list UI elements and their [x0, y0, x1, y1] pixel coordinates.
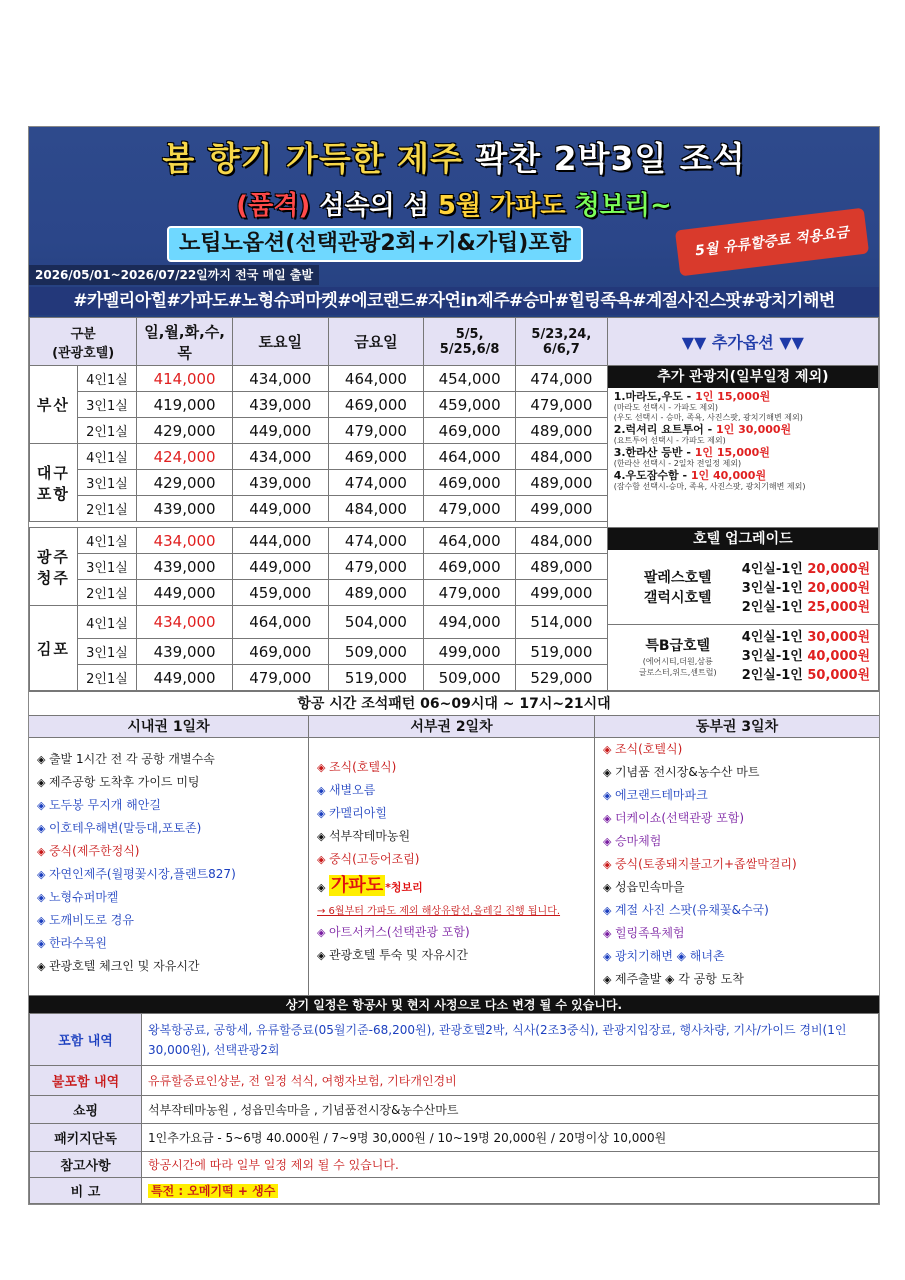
list-item: ◈ 성읍민속마을 — [603, 876, 871, 899]
room-type: 2인1실 — [77, 580, 137, 606]
room-type: 3인1실 — [77, 392, 137, 418]
price-cell: 489,000 — [515, 470, 607, 496]
hotel-price-line — [742, 579, 870, 598]
price-table — [29, 317, 879, 691]
option-item — [614, 446, 872, 459]
gapado-highlight: 가파도 — [330, 875, 384, 896]
price-cell: 479,000 — [424, 580, 516, 606]
hotel-price-value: 30,000원 — [807, 630, 871, 645]
price-cell: 499,000 — [424, 639, 516, 665]
tour-flyer — [28, 126, 880, 1205]
price-cell: 474,000 — [515, 366, 607, 392]
list-item: ◈ 관광호텔 체크인 및 자유시간 — [37, 955, 300, 978]
options-header: ▼▼ 추가옵션 ▼▼ — [607, 318, 878, 366]
hotel-names-1 — [614, 568, 742, 608]
region-name-1: 대구 — [36, 463, 70, 482]
option-item — [614, 390, 872, 403]
price-cell: 454,000 — [424, 366, 516, 392]
list-item: ◈ 카멜리아힐 — [317, 802, 586, 825]
price-cell: 464,000 — [424, 528, 516, 554]
header-holiday-1b: 5/25,6/8 — [439, 341, 500, 357]
hotel-upgrade-title: 호텔 업그레이드 — [608, 528, 878, 550]
flight-time-bar: 항공 시간 조석패턴 06~09시대 ~ 17시~21시대 — [29, 691, 879, 715]
day3-title: 동부권 3일차 — [595, 716, 879, 738]
region-name-2: 포항 — [36, 484, 70, 503]
table-row — [30, 1066, 879, 1096]
day2-column — [309, 716, 595, 995]
banner-subtitle — [29, 185, 879, 222]
room-type: 2인1실 — [77, 418, 137, 444]
price-cell: 484,000 — [515, 528, 607, 554]
extra-tours-title: 추가 관광지(일부일정 제외) — [608, 366, 878, 388]
option-price: 1인 15,000원 — [695, 390, 771, 403]
price-cell: 429,000 — [137, 470, 233, 496]
price-cell: 469,000 — [424, 554, 516, 580]
info-value: 1인추가요금 - 5~6명 40.000원 / 7~9명 30,000원 / 10~19명 20,000원 / 20명이상 10,000원 — [142, 1124, 879, 1152]
hotel-price-label: 3인실-1인 — [741, 649, 808, 664]
price-cell: 449,000 — [137, 580, 233, 606]
option-note: (우도 선택시 - 승마, 족욕, 사진스팟, 광치기해변 제외) — [613, 413, 803, 422]
region-daegu — [30, 444, 78, 522]
gapado-item — [317, 871, 586, 903]
price-cell: 504,000 — [328, 606, 424, 639]
list-item: ◈ 관광호텔 투숙 및 자유시간 — [317, 944, 586, 967]
price-cell: 519,000 — [515, 639, 607, 665]
list-item: ◈ 새별오름 — [317, 779, 586, 802]
hotel-price-line — [742, 628, 870, 647]
no-tip-tag: 노팁노옵션(선택관광2회+기&가팁)포함 — [167, 226, 583, 262]
price-cell: 479,000 — [328, 418, 424, 444]
list-item: ◈ 더케이쇼(선택관광 포함) — [603, 807, 871, 830]
list-item: ◈ 아트서커스(선택관광 포함) — [317, 921, 586, 944]
extra-tours-panel — [607, 366, 878, 528]
list-item: ◈ 제주출발 ◈ 각 공항 도착 — [603, 968, 871, 991]
day2-items — [309, 738, 594, 971]
price-cell: 419,000 — [137, 392, 233, 418]
table-row — [30, 1152, 879, 1178]
price-cell: 449,000 — [232, 418, 328, 444]
price-cell: 469,000 — [328, 392, 424, 418]
list-item: ◈ 힐링족욕체험 — [603, 922, 871, 945]
info-value: 왕복항공료, 공항세, 유류할증료(05월기준-68,200원), 관광호텔2박, 식사(2조3중식), 관광지입장료, 행사차량, 기사/가이드 경비(1인 30,000원), 선택관광2회 — [142, 1014, 879, 1066]
header-gubun — [30, 318, 137, 366]
list-item: ◈ 도깨비도로 경유 — [37, 909, 300, 932]
hotel-note: 글로스터,위드,센트럴) — [638, 667, 717, 677]
list-item: ◈ 출발 1시간 전 각 공항 개별수속 — [37, 748, 300, 771]
list-item: ◈ 조식(호텔식) — [317, 756, 586, 779]
price-cell: 479,000 — [424, 496, 516, 522]
header-friday: 금요일 — [328, 318, 424, 366]
hotel-price-value: 20,000원 — [807, 561, 871, 577]
option-note: (요트투어 선택시 - 가파도 제외) — [613, 436, 726, 445]
header-gubun-label: 구분 — [70, 326, 96, 342]
price-header-row — [30, 318, 879, 366]
room-type: 3인1실 — [77, 554, 137, 580]
price-cell: 429,000 — [137, 418, 233, 444]
price-cell: 459,000 — [232, 580, 328, 606]
room-type: 4인1실 — [77, 606, 137, 639]
price-cell: 479,000 — [328, 554, 424, 580]
price-cell: 439,000 — [232, 470, 328, 496]
info-key: 비 고 — [30, 1178, 142, 1204]
option-note: (한라산 선택시 - 2일차 전일정 제외) — [613, 459, 742, 468]
option-title: 2.럭셔리 요트투어 - — [613, 423, 716, 436]
list-item: ◈ 조식(호텔식) — [603, 738, 871, 761]
room-type: 4인1실 — [77, 444, 137, 470]
price-cell: 489,000 — [515, 554, 607, 580]
itinerary — [29, 715, 879, 995]
title-part-2: 꽉찬 2박3일 조석 — [475, 139, 746, 178]
price-cell: 464,000 — [424, 444, 516, 470]
price-cell: 464,000 — [328, 366, 424, 392]
info-key: 쇼핑 — [30, 1096, 142, 1124]
banner-title — [29, 133, 879, 180]
day1-column — [29, 716, 309, 995]
price-cell: 499,000 — [515, 580, 607, 606]
price-cell: 469,000 — [424, 418, 516, 444]
price-cell: 474,000 — [328, 528, 424, 554]
option-item — [614, 423, 872, 436]
price-cell: 479,000 — [515, 392, 607, 418]
list-item: ◈ 에코랜드테마파크 — [603, 784, 871, 807]
hotel-group-2 — [608, 624, 878, 688]
hotel-name: 특B급호텔 — [645, 637, 711, 654]
hotel-name: 갤럭시호텔 — [643, 590, 712, 606]
header-saturday: 토요일 — [232, 318, 328, 366]
surcharge-stamp: 5월 유류할증료 적용요금 — [675, 208, 869, 277]
hashtags: #카멜리아힐#가파도#노형슈퍼마켓#에코랜드#자연in제주#승마#힐링족욕#계절사진스팟#광치기해변 — [29, 287, 879, 315]
price-cell: 489,000 — [515, 418, 607, 444]
info-table — [29, 1013, 879, 1204]
option-price: 1인 40,000원 — [690, 469, 767, 482]
info-key: 포함 내역 — [30, 1014, 142, 1066]
price-cell: 434,000 — [232, 366, 328, 392]
info-value-cell — [142, 1178, 879, 1204]
hotel-price-label: 2인실-1인 — [741, 599, 808, 615]
day3-column — [595, 716, 879, 995]
price-cell: 434,000 — [232, 444, 328, 470]
region-name-2: 청주 — [36, 568, 70, 587]
price-cell: 439,000 — [137, 639, 233, 665]
info-key: 참고사항 — [30, 1152, 142, 1178]
price-cell: 499,000 — [515, 496, 607, 522]
gapado-suffix: *청보리 — [385, 881, 423, 894]
header-holiday-1 — [424, 318, 516, 366]
list-item: ◈ 계절 사진 스팟(유채꽃&수국) — [603, 899, 871, 922]
hotel-price-line — [742, 647, 870, 666]
option-item — [614, 469, 872, 482]
hotel-price-value: 20,000원 — [807, 580, 871, 596]
day1-items — [29, 738, 308, 982]
price-cell: 444,000 — [232, 528, 328, 554]
table-row — [30, 1014, 879, 1066]
list-item: ◈ 석부작테마농원 — [317, 825, 586, 848]
price-cell: 529,000 — [515, 665, 607, 691]
price-cell: 434,000 — [137, 528, 233, 554]
header-holiday-2b: 6/6,7 — [542, 341, 580, 357]
title-part-1: 봄 향기 가득한 제주 — [162, 139, 463, 178]
hotel-price-label: 4인실-1인 — [741, 561, 808, 577]
subtitle-part-3: 5월 가파도 — [437, 191, 566, 221]
list-item: ◈ 중식(제주한정식) — [37, 840, 300, 863]
room-type: 3인1실 — [77, 470, 137, 496]
list-item: ◈ 도두봉 무지개 해안길 — [37, 794, 300, 817]
list-item: ◈ 이호테우해변(말등대,포토존) — [37, 817, 300, 840]
benefit-highlight: 특전 : 오메기떡 + 생수 — [148, 1184, 278, 1198]
subtitle-part-1: (품격) — [236, 191, 311, 221]
price-cell: 484,000 — [328, 496, 424, 522]
gapado-note: → 6월부터 가파도 제외 해상유람선,올레길 진행 됩니다. — [317, 906, 561, 917]
price-cell: 479,000 — [232, 665, 328, 691]
header-gubun-sub: (관광호텔) — [52, 345, 115, 361]
hotel-price-value: 40,000원 — [807, 649, 871, 664]
price-cell: 439,000 — [232, 392, 328, 418]
list-item: ◈ 중식(토종돼지불고기+좁쌀막걸리) — [603, 853, 871, 876]
price-cell: 494,000 — [424, 606, 516, 639]
room-type: 2인1실 — [77, 665, 137, 691]
list-item: ◈ 자연인제주(월평꽃시장,플랜트827) — [37, 863, 300, 886]
list-item: ◈ 제주공항 도착후 가이드 미팅 — [37, 771, 300, 794]
list-item: ◈ 광치기해변 ◈ 해녀촌 — [603, 945, 871, 968]
list-item: ◈ 한라수목원 — [37, 932, 300, 955]
price-cell: 424,000 — [137, 444, 233, 470]
hotel-price-label: 2인실-1인 — [741, 668, 808, 683]
banner — [29, 127, 879, 317]
info-key: 패키지단독 — [30, 1124, 142, 1152]
price-cell: 434,000 — [137, 606, 233, 639]
list-item: ◈ 승마체험 — [603, 830, 871, 853]
price-cell: 439,000 — [137, 496, 233, 522]
option-price: 1인 15,000원 — [694, 446, 770, 459]
option-note: (잠수함 선택시-승마, 족욕, 사진스팟, 광치기해변 제외) — [613, 482, 806, 491]
list-item: ◈ 기념품 전시장&농수산 마트 — [603, 761, 871, 784]
day1-title: 시내권 1일차 — [29, 716, 308, 738]
room-type: 4인1실 — [77, 366, 137, 392]
price-cell: 469,000 — [232, 639, 328, 665]
hotel-price-line — [742, 598, 870, 617]
price-cell: 469,000 — [424, 470, 516, 496]
header-weekday: 일,월,화,수,목 — [137, 318, 233, 366]
hotel-name: 팔레스호텔 — [643, 570, 712, 586]
list-item: ◈ 중식(고등어조림) — [317, 848, 586, 871]
region-gimpo: 김포 — [30, 606, 78, 691]
table-row — [30, 1124, 879, 1152]
hotel-price-label: 4인실-1인 — [741, 630, 808, 645]
day2-title: 서부권 2일차 — [309, 716, 594, 738]
price-cell: 514,000 — [515, 606, 607, 639]
hotel-upgrade-panel — [607, 528, 878, 691]
price-cell: 509,000 — [424, 665, 516, 691]
price-cell: 414,000 — [137, 366, 233, 392]
schedule-warning: 상기 일정은 항공사 및 현지 사정으로 다소 변경 될 수 있습니다. — [29, 995, 879, 1013]
day3-items — [595, 738, 879, 995]
hotel-prices-1 — [742, 560, 870, 617]
hotel-names-2 — [614, 636, 742, 678]
price-cell: 484,000 — [515, 444, 607, 470]
hotel-group-1 — [614, 552, 872, 624]
header-holiday-2a: 5/23,24, — [531, 326, 592, 342]
price-cell: 519,000 — [328, 665, 424, 691]
list-item: ◈ 노형슈퍼마켙 — [37, 886, 300, 909]
subtitle-part-2: 섬속의 섬 — [319, 191, 429, 221]
option-title: 4.우도잠수함 - — [613, 469, 691, 482]
price-cell: 459,000 — [424, 392, 516, 418]
option-title: 1.마라도,우도 - — [613, 390, 696, 403]
option-price: 1인 30,000원 — [715, 423, 792, 436]
price-cell: 449,000 — [232, 496, 328, 522]
hotel-price-value: 25,000원 — [807, 599, 871, 615]
price-cell: 439,000 — [137, 554, 233, 580]
price-cell: 449,000 — [232, 554, 328, 580]
header-holiday-1a: 5/5, — [455, 326, 484, 342]
price-cell: 464,000 — [232, 606, 328, 639]
table-row — [30, 528, 879, 554]
price-cell: 469,000 — [328, 444, 424, 470]
price-cell: 509,000 — [328, 639, 424, 665]
info-value: 유류할증료인상분, 전 일정 석식, 여행자보험, 기타개인경비 — [142, 1066, 879, 1096]
subtitle-part-4: 청보리~ — [574, 191, 672, 221]
region-gwangju — [30, 528, 78, 606]
price-cell: 449,000 — [137, 665, 233, 691]
info-value: 석부작테마농원 , 성읍민속마을 , 기념품전시장&농수산마트 — [142, 1096, 879, 1124]
info-value: 항공시간에 따라 일부 일정 제외 될 수 있습니다. — [142, 1152, 879, 1178]
header-holiday-2 — [515, 318, 607, 366]
hotel-price-value: 50,000원 — [807, 668, 871, 683]
price-cell: 474,000 — [328, 470, 424, 496]
room-type: 2인1실 — [77, 496, 137, 522]
option-title: 3.한라산 등반 - — [613, 446, 695, 459]
hotel-price-label: 3인실-1인 — [741, 580, 808, 596]
departure-period: 2026/05/01~2026/07/22일까지 전국 매일 출발 — [29, 265, 319, 285]
hotel-prices-2 — [742, 628, 870, 685]
region-busan: 부산 — [30, 366, 78, 444]
hotel-note: (에어시티,더원,삼룡 — [642, 656, 713, 666]
info-key: 불포함 내역 — [30, 1066, 142, 1096]
hotel-price-line — [742, 560, 870, 579]
table-row — [30, 1096, 879, 1124]
table-row — [30, 366, 879, 392]
option-note: (마라도 선택시 - 가파도 제외) — [613, 403, 719, 412]
table-row — [30, 1178, 879, 1204]
hotel-price-line — [742, 666, 870, 685]
region-name-1: 광주 — [36, 547, 70, 566]
room-type: 4인1실 — [77, 528, 137, 554]
room-type: 3인1실 — [77, 639, 137, 665]
price-cell: 489,000 — [328, 580, 424, 606]
